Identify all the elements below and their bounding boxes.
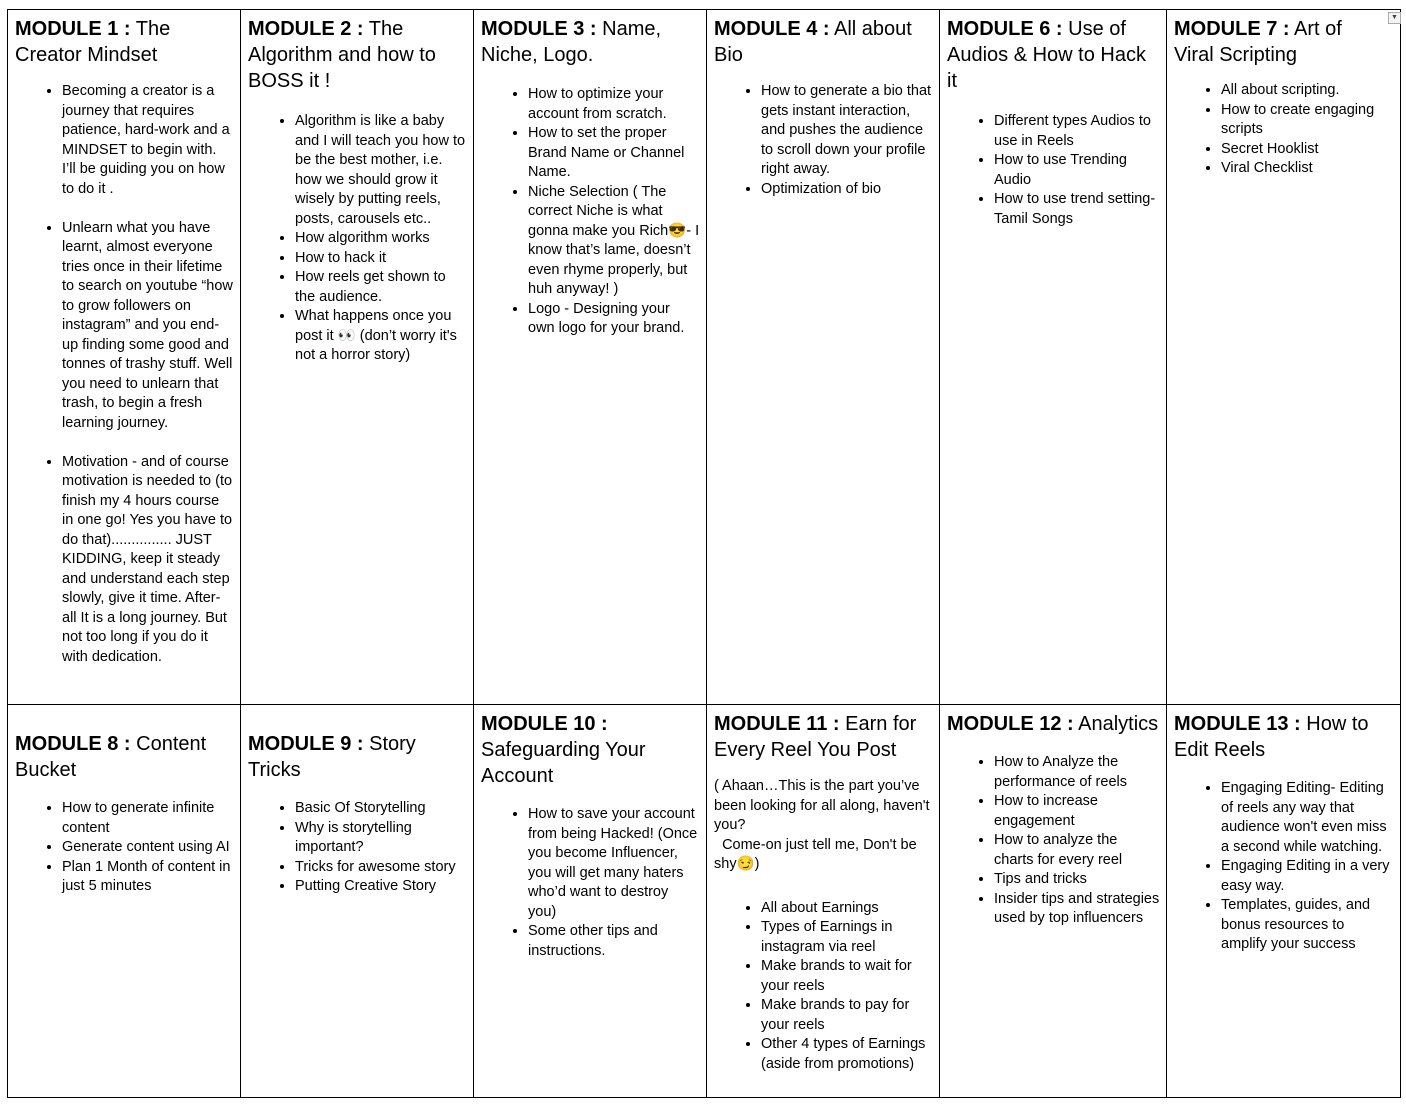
list-item: • Algorithm is like a baby and I will teach you how to be the best mother, i.e. how we should grow it wisely by putting reels, posts, carousels etc.. [295,112,467,229]
module-8-title: MODULE 8 : Content Bucket [15,733,207,781]
module-2-title: MODULE 2 : The Algorithm and how to BOSS it ! [248,18,436,92]
dropdown-arrow-icon[interactable]: ▼ [1388,12,1401,24]
module-10-title: MODULE 10 : Safeguarding Your Account [481,713,646,787]
module-12-title: MODULE 12 : Analytics [947,713,1159,735]
list-item: • Types of Earnings in instagram via reel [761,918,933,957]
list-item: • How to Analyze the performance of reels [994,753,1160,792]
module-13-cell [1167,705,1401,1098]
list-item: • Putting Creative Story [295,877,467,897]
module-9-cell [241,705,474,1098]
list-item: • Unlearn what you have learnt, almost everyone tries once in their lifetime to search on youtube “how to grow followers on instagram” and you end-up finding some good and tonnes of trashy stuff. Well you need to unlearn that trash, to begin a fresh learning journey. [62,219,234,434]
list-item: • What happens once you post it 👀 (don’t worry it's not a horror story) [295,307,467,366]
list-item: • Plan 1 Month of content in just 5 minutes [62,858,234,897]
module-3-cell [474,10,707,705]
module-1-title: MODULE 1 : The Creator Mindset [15,18,171,66]
list-item: • Viral Checklist [1221,159,1394,179]
list-item: • How to use trend setting- Tamil Songs [994,190,1160,229]
list-item: • Insider tips and strategies used by top influencers [994,890,1160,929]
list-item: • How to use Trending Audio [994,151,1160,190]
list-item: • Becoming a creator is a journey that requires patience, hard-work and a MINDSET to begin with. I’ll be guiding you on how to do it . [62,82,234,199]
list-item: • Tricks for awesome story [295,858,467,878]
modules-table [7,9,1401,1098]
list-item: • Motivation - and of course motivation is needed to (to finish my 4 hours course in one go! Yes you have to do that)............... JUST KIDDING, keep it steady and understand each step slowly, give it time. After-all It is a long journey. But not too long if you do it with dedication. [62,453,234,668]
list-item: • How to hack it [295,249,467,269]
table-row [8,705,1401,1098]
module-9-title: MODULE 9 : Story Tricks [248,733,416,781]
module-4-title: MODULE 4 : All about Bio [714,18,912,66]
list-item: • All about Earnings [761,899,933,919]
list-item: • How reels get shown to the audience. [295,268,467,307]
module-7-cell [1167,10,1401,705]
list-item: • Logo - Designing your own logo for your brand. [528,300,700,339]
list-item: • Other 4 types of Earnings (aside from promotions) [761,1035,933,1074]
list-item: • Secret Hooklist [1221,140,1394,160]
list-item: • Engaging Editing- Editing of reels any way that audience won't even miss a second while watching. [1221,779,1394,857]
list-item: • How to save your account from being Hacked! (Once you become Influencer, you will get many haters who’d want to destroy you) [528,805,700,922]
list-item: • Make brands to wait for your reels [761,957,933,996]
module-11-cell [707,705,940,1098]
list-item: • How to set the proper Brand Name or Channel Name. [528,124,700,183]
module-11-title: MODULE 11 : Earn for Every Reel You Post [714,713,917,761]
list-item: • Tips and tricks [994,870,1160,890]
module-2-cell [241,10,474,705]
list-item: • How to increase engagement [994,792,1160,831]
list-item: • How to create engaging scripts [1221,101,1394,140]
module-1-cell [8,10,241,705]
list-item: • Niche Selection ( The correct Niche is what gonna make you Rich😎- I know that’s lame, doesn’t even rhyme properly, but huh anyway! ) [528,183,700,300]
list-item: • How algorithm works [295,229,467,249]
module-3-title: MODULE 3 : Name, Niche, Logo. [481,18,662,66]
module-11-intro: ( Ahaan…This is the part you’ve been looking for all along, haven't you? Come-on just tell me, Don't be shy😏) [714,778,930,872]
list-item: • All about scripting. [1221,81,1394,101]
table-row [8,10,1401,705]
list-item: • Generate content using AI [62,838,234,858]
list-item: • How to optimize your account from scratch. [528,85,700,124]
module-10-cell [474,705,707,1098]
module-4-cell [707,10,940,705]
list-item: • Why is storytelling important? [295,819,467,858]
module-12-cell [940,705,1167,1098]
list-item: • Make brands to pay for your reels [761,996,933,1035]
list-item: • Some other tips and instructions. [528,922,700,961]
module-6-title: MODULE 6 : Use of Audios & How to Hack it [947,18,1146,92]
module-7-title: MODULE 7 : Art of Viral Scripting [1174,18,1342,66]
module-6-cell [940,10,1167,705]
module-13-title: MODULE 13 : How to Edit Reels [1174,713,1369,761]
list-item: • How to generate infinite content [62,799,234,838]
module-8-cell [8,705,241,1098]
list-item: • How to analyze the charts for every reel [994,831,1160,870]
list-item: • Engaging Editing in a very easy way. [1221,857,1394,896]
list-item: • Different types Audios to use in Reels [994,112,1160,151]
list-item: • Optimization of bio [761,180,933,200]
list-item: • How to generate a bio that gets instant interaction, and pushes the audience to scroll down your profile right away. [761,82,933,180]
list-item: • Templates, guides, and bonus resources to amplify your success [1221,896,1394,955]
list-item: • Basic Of Storytelling [295,799,467,819]
